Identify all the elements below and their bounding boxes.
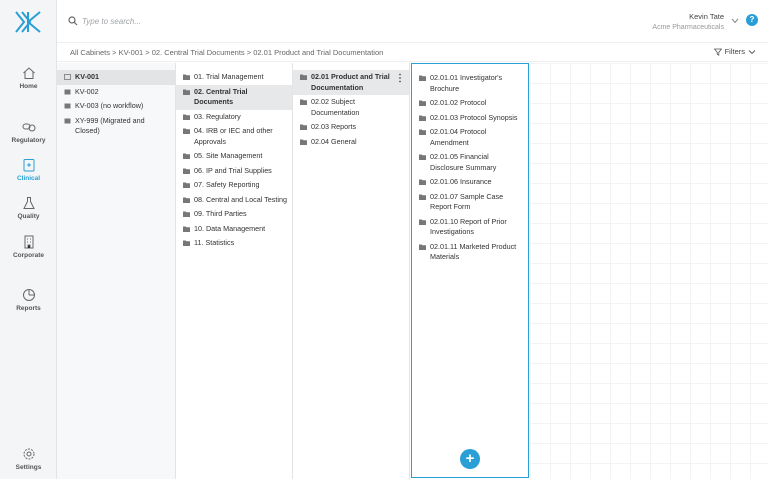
- user-name[interactable]: Kevin Tate: [689, 12, 724, 21]
- nav-clinical-label: Clinical: [16, 175, 41, 182]
- folder-icon: [183, 89, 190, 95]
- gear-icon: [22, 447, 36, 461]
- cabinet-row[interactable]: [57, 85, 175, 100]
- folder-icon: [419, 154, 426, 160]
- zone-label: 02.04 General: [311, 136, 357, 146]
- nav-home[interactable]: [0, 66, 57, 90]
- cabinet-icon: [64, 89, 71, 95]
- section-row[interactable]: [176, 85, 292, 110]
- artifact-row[interactable]: [412, 111, 528, 126]
- section-label: 11. Statistics: [194, 238, 235, 247]
- section-row[interactable]: [176, 149, 292, 164]
- user-organization: Acme Pharmaceuticals: [652, 24, 724, 31]
- artifact-label: 02.01.03 Protocol Synopsis: [430, 112, 518, 122]
- nav-regulatory[interactable]: [0, 120, 57, 144]
- cabinet-icon: [64, 74, 71, 80]
- artifact-label: 02.01.04 Protocol Amendment: [430, 127, 487, 147]
- nav-quality-label: Quality: [17, 213, 40, 220]
- nav-quality[interactable]: [0, 196, 57, 220]
- cabinet-row[interactable]: [57, 114, 175, 139]
- search-icon: [68, 16, 78, 26]
- folder-icon: [183, 182, 190, 188]
- nav-reports-label: Reports: [16, 305, 41, 312]
- app-logo[interactable]: [14, 10, 44, 34]
- cabinet-row[interactable]: [57, 99, 175, 114]
- section-label: 07. Safety Reporting: [194, 180, 260, 189]
- folder-icon: [183, 74, 190, 80]
- building-icon: [22, 235, 36, 249]
- folder-icon: [300, 74, 307, 80]
- artifact-row[interactable]: [412, 150, 528, 175]
- artifact-label: 02.01.10 Report of Prior Investigations: [430, 216, 507, 236]
- nav-regulatory-label: Regulatory: [11, 137, 46, 144]
- artifact-row[interactable]: [412, 125, 528, 150]
- folder-icon: [300, 124, 307, 130]
- cabinet-label: KV-002: [75, 86, 99, 96]
- cabinet-icon: [64, 103, 71, 109]
- artifact-label: 02.01.06 Insurance: [430, 177, 492, 186]
- zone-label: 02.03 Reports: [311, 122, 357, 131]
- search-input[interactable]: [82, 14, 302, 28]
- folder-icon: [183, 240, 190, 246]
- zone-label: 02.02 Subject Documentation: [311, 97, 360, 117]
- section-label: 04. IRB or IEC and other Approvals: [194, 126, 273, 146]
- artifact-label: 02.01.02 Protocol: [430, 98, 487, 107]
- breadcrumb[interactable]: All Cabinets > KV-001 > 02. Central Trial Documents > 02.01 Product and Trial Documentation: [70, 48, 384, 57]
- zone-row[interactable]: [293, 70, 409, 95]
- section-row[interactable]: [176, 193, 292, 208]
- nav-home-label: Home: [19, 83, 38, 90]
- more-options-icon[interactable]: [397, 72, 403, 84]
- artifacts-column: [411, 63, 529, 478]
- section-row[interactable]: [176, 207, 292, 222]
- folder-icon: [419, 75, 426, 81]
- folder-icon: [419, 129, 426, 135]
- section-row[interactable]: [176, 110, 292, 125]
- section-row[interactable]: [176, 236, 292, 251]
- breadcrumb-bar: [57, 42, 768, 62]
- section-row[interactable]: [176, 164, 292, 179]
- folder-icon: [183, 211, 190, 217]
- nav-clinical[interactable]: [0, 158, 57, 182]
- cabinet-row[interactable]: [57, 70, 175, 85]
- artifact-row[interactable]: [412, 96, 528, 111]
- section-label: 10. Data Management: [194, 223, 266, 233]
- chevron-down-icon[interactable]: [731, 18, 739, 24]
- artifact-label: 02.01.01 Investigator's Brochure: [430, 73, 503, 93]
- zone-label: 02.01 Product and Trial Documentation: [311, 72, 390, 92]
- cabinet-label: KV-003 (no workflow): [75, 101, 144, 110]
- section-row[interactable]: [176, 178, 292, 193]
- nav-corporate[interactable]: [0, 235, 57, 259]
- folder-icon: [419, 194, 426, 200]
- section-label: 03. Regulatory: [194, 111, 241, 121]
- cabinet-icon: [64, 118, 71, 124]
- nav-reports[interactable]: [0, 288, 57, 312]
- section-label: 09. Third Parties: [194, 209, 247, 218]
- folder-icon: [183, 128, 190, 134]
- section-label: 06. IP and Trial Supplies: [194, 165, 272, 175]
- section-label: 02. Central Trial Documents: [194, 86, 248, 106]
- folder-icon: [300, 139, 307, 145]
- artifact-label: 02.01.11 Marketed Product Materials: [430, 241, 517, 261]
- zone-row[interactable]: [293, 120, 409, 135]
- cabinets-column: [57, 63, 176, 479]
- artifact-row[interactable]: [412, 71, 528, 96]
- folder-icon: [183, 114, 190, 120]
- zones-column: [293, 63, 410, 479]
- artifact-row[interactable]: [412, 215, 528, 240]
- cabinet-label: XY-999 (Migrated and Closed): [75, 115, 145, 135]
- cabinet-label: KV-001: [75, 72, 99, 81]
- nav-corporate-label: Corporate: [12, 252, 45, 259]
- folder-icon: [183, 153, 190, 159]
- artifact-row[interactable]: [412, 175, 528, 190]
- zone-row[interactable]: [293, 135, 409, 150]
- filter-icon: [714, 48, 722, 56]
- folder-icon: [419, 244, 426, 250]
- pie-chart-icon: [22, 288, 36, 302]
- sections-column: [176, 63, 293, 479]
- artifact-label: 02.01.07 Sample Case Report Form: [430, 191, 504, 211]
- folder-icon: [419, 100, 426, 106]
- nav-settings-label: Settings: [15, 464, 42, 471]
- zone-row[interactable]: [293, 95, 409, 120]
- chevron-down-icon: [748, 48, 756, 56]
- flask-icon: [22, 196, 36, 210]
- section-label: 01. Trial Management: [194, 72, 264, 81]
- filters-label: Filters: [724, 47, 745, 56]
- folder-icon: [419, 179, 426, 185]
- section-row[interactable]: [176, 70, 292, 85]
- section-label: 08. Central and Local Testing: [194, 194, 287, 204]
- folder-icon: [183, 197, 190, 203]
- artifact-row[interactable]: [412, 190, 528, 215]
- empty-column-area: [530, 63, 768, 479]
- section-label: 05. Site Management: [194, 151, 263, 160]
- folder-icon: [183, 226, 190, 232]
- pills-icon: [22, 120, 36, 134]
- folder-icon: [419, 219, 426, 225]
- clipboard-icon: [22, 158, 36, 172]
- add-button[interactable]: +: [460, 449, 480, 469]
- artifact-row[interactable]: [412, 240, 528, 265]
- section-row[interactable]: [176, 124, 292, 149]
- artifact-label: 02.01.05 Financial Disclosure Summary: [430, 152, 497, 172]
- help-button[interactable]: ?: [746, 14, 758, 26]
- top-header: [57, 0, 768, 42]
- nav-settings[interactable]: [0, 447, 57, 471]
- sidebar: [0, 0, 57, 479]
- folder-icon: [300, 99, 307, 105]
- section-row[interactable]: [176, 222, 292, 237]
- home-icon: [22, 66, 36, 80]
- folder-icon: [419, 115, 426, 121]
- filters-button[interactable]: [714, 47, 756, 56]
- folder-icon: [183, 168, 190, 174]
